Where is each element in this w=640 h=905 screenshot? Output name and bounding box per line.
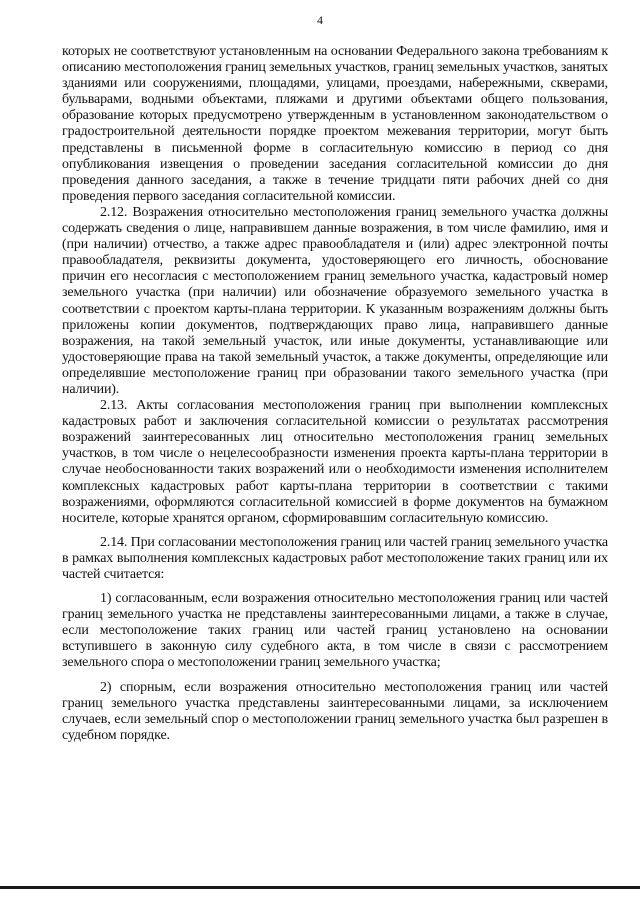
bottom-rule	[0, 886, 640, 889]
list-item-1: 1) согласованным, если возражения относительно местоположения границ или частей границ земельного участка не представлены заинтересованными лицами, а также в случае, если местоположение таких границ или частей границ установлено на основании вступившего в законную силу судебного акта, в том числе в связи с рассмотрением земельного спора о местоположении границ земельного участка;	[62, 591, 608, 671]
paragraph-clause-2-14: 2.14. При согласовании местоположения границ или частей границ земельного участка в рамках выполнения комплексных кадастровых работ местоположение таких границ или их частей считается:	[62, 534, 608, 582]
paragraph-clause-2-13: 2.13. Акты согласования местоположения границ при выполнении комплексных кадастровых работ и заключения согласительной комиссии о результатах рассмотрения возражений заинтересованных лиц относительно местоположения границ земельных участков, в том числе о нецелесообразности изменения проекта карты-плана территории в случае необоснованности таких возражений или о необходимости изменения исполнителем комплексных кадастровых работ карты-плана территории в соответствии с такими возражениями, оформляются согласительной комиссией в форме документов на бумажном носителе, которые хранятся органом, сформировавшим согласительную комиссию.	[62, 398, 608, 526]
paragraph-clause-2-12: 2.12. Возражения относительно местоположения границ земельного участка должны содержать сведения о лице, направившем данные возражения, в том числе фамилию, имя и (при наличии) отчество, а также адрес правообладателя и (или) адрес электронной почты правообладателя, реквизиты документа, удостоверяющего его личность, обоснование причин его несогласия с местоположением границ земельного участка, кадастровый номер земельного участка (при наличии) или обозначение образуемого земельного участка в соответствии с проектом карты-плана территории. К указанным возражениям должны быть приложены копии документов, подтверждающих право лица, направившего данные возражения, на такой земельный участок, или иные документы, устанавливающие или удостоверяющие права на такой земельный участок, а также документы, определяющие или определявшие местоположение границ при образовании такого земельного участка (при наличии).	[62, 204, 608, 397]
document-body	[62, 44, 608, 744]
list-item-2: 2) спорным, если возражения относительно местоположения границ или частей границ земельного участка представлены заинтересованными лицами, за исключением случаев, если земельный спор о местоположении границ земельного участка был разрешен в судебном порядке.	[62, 679, 608, 743]
paragraph-continuation: которых не соответствуют установленным на основании Федерального закона требованиям к описанию местоположения границ земельных участков, границ земельных участков, занятых зданиями или сооружениями, площадями, улицами, проездами, набережными, скверами, бульварами, водными объектами, пляжами и другими объектами общего пользования, образование которых предусмотрено утвержденным в установленном законодательством о градостроительной деятельности порядке проектом межевания территории, могут быть представлены в письменной форме в согласительную комиссию в период со дня опубликования извещения о проведении заседания согласительной комиссии до дня проведения данного заседания, а также в течение тридцати пяти рабочих дней со дня проведения первого заседания согласительной комиссии.	[62, 44, 608, 204]
page-number: 4	[317, 13, 323, 27]
